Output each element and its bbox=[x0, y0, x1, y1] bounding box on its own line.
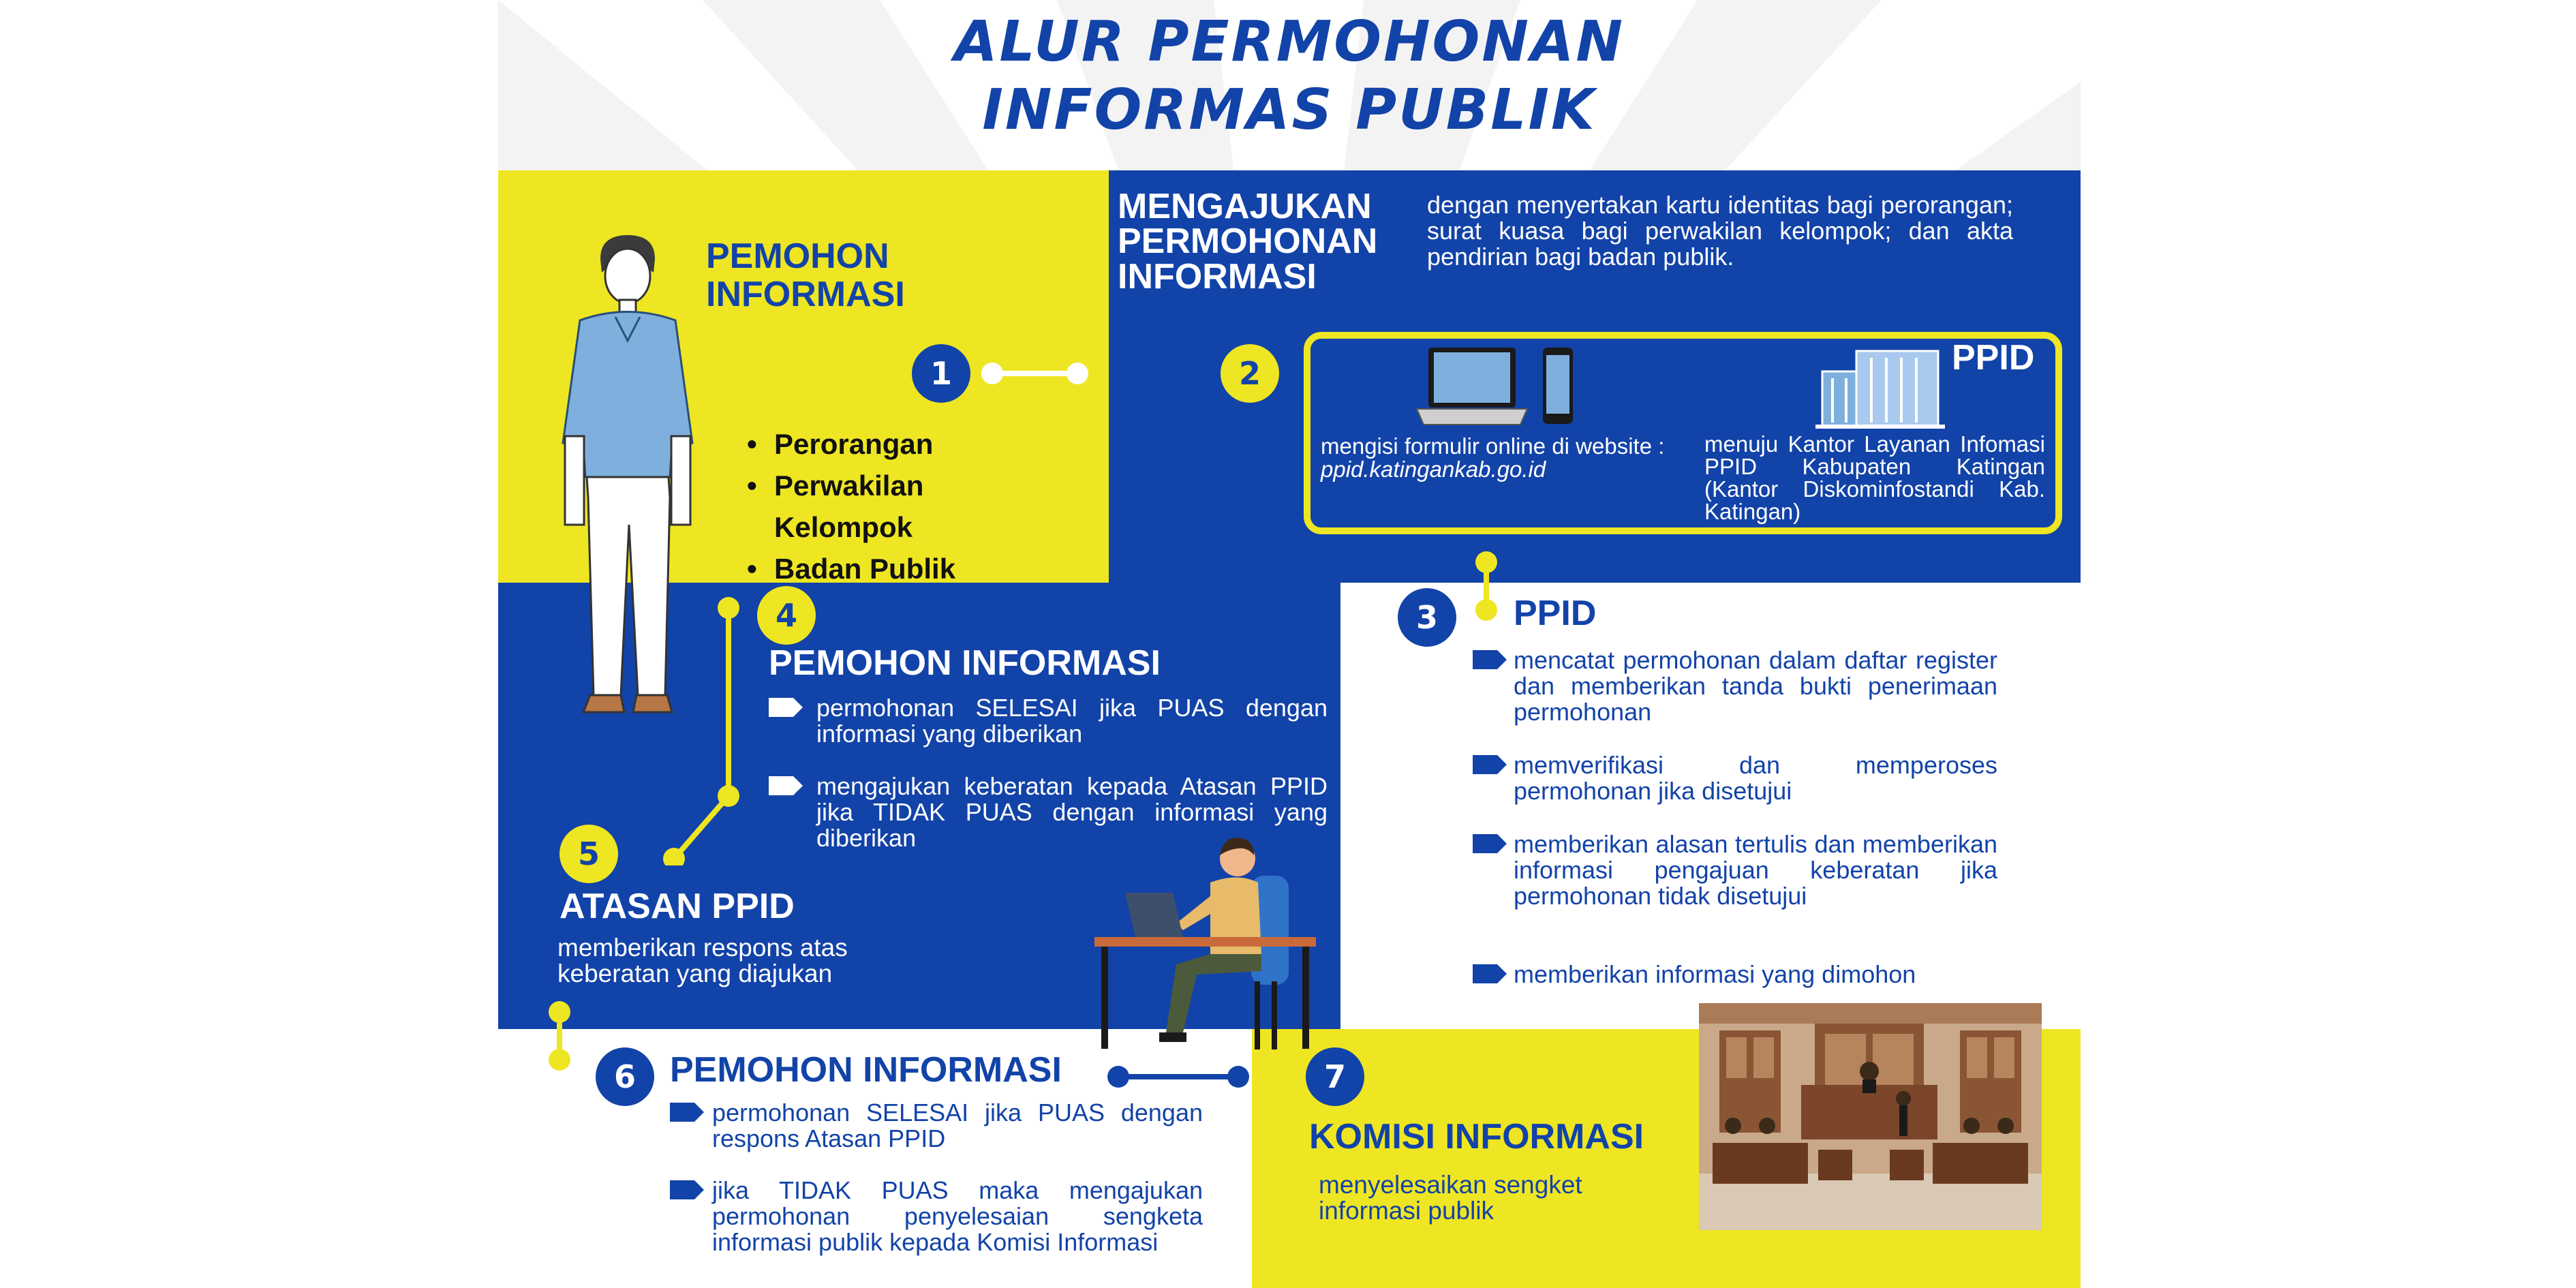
step-7-badge: 7 bbox=[1306, 1047, 1364, 1106]
applicant-type-item: • Perorangan bbox=[747, 423, 955, 465]
infographic-poster bbox=[498, 0, 2081, 1288]
step-5-badge: 5 bbox=[559, 825, 618, 883]
step5-heading: ATASAN PPID bbox=[559, 887, 795, 926]
arrow-tag-icon bbox=[670, 1103, 704, 1122]
ppid-box-title: PPID bbox=[1952, 338, 2035, 378]
step-2-badge: 2 bbox=[1221, 344, 1279, 403]
step-1-badge: 1 bbox=[912, 344, 970, 403]
applicant-type-list bbox=[747, 423, 955, 589]
step3-item-text: memberikan informasi yang dimohon bbox=[1514, 960, 1916, 988]
connector-2-3 bbox=[1466, 525, 1507, 627]
courtroom-illustration bbox=[1699, 1003, 2042, 1230]
step-4-badge: 4 bbox=[757, 586, 816, 645]
step6-item-text: permohonan SELESAI jika PUAS dengan respons Atasan PPID bbox=[712, 1099, 1203, 1152]
office-visit-text: menuju Kantor Layanan Infomasi PPID Kabupaten Katingan (Kantor Diskominfostandi Kab. Katingan) bbox=[1704, 431, 2045, 524]
step1-heading-line2: INFORMASI bbox=[706, 275, 905, 314]
connector-6-7 bbox=[1098, 1060, 1261, 1094]
title-line-2: INFORMAS PUBLIK bbox=[982, 78, 1597, 142]
step4-item-text: permohonan SELESAI jika PUAS dengan informasi yang diberikan bbox=[816, 694, 1328, 748]
connector-5-6 bbox=[539, 995, 580, 1077]
step2-heading-line2: PERMOHONAN bbox=[1118, 221, 1378, 261]
arrow-tag-icon bbox=[769, 698, 803, 717]
title-line-1: ALUR PERMOHONAN bbox=[953, 10, 1625, 74]
step5-description: memberikan respons atas keberatan yang diajukan bbox=[557, 934, 848, 987]
step4-heading: PEMOHON INFORMASI bbox=[769, 643, 1161, 683]
arrow-tag-icon bbox=[1473, 755, 1507, 774]
step1-heading-line1: PEMOHON bbox=[706, 236, 889, 276]
arrow-tag-icon bbox=[670, 1180, 704, 1199]
step4-item-text: mengajukan keberatan kepada Atasan PPID jika TIDAK PUAS dengan informasi yang diberikan bbox=[816, 772, 1328, 852]
step2-heading-line3: INFORMASI bbox=[1118, 257, 1317, 296]
step7-description: menyelesaikan sengket informasi publik bbox=[1319, 1171, 1582, 1225]
step3-item-text: memberikan alasan tertulis dan memberikan informasi pengajuan keberatan jika permohonan tidak disetujui bbox=[1514, 830, 1997, 910]
step6-item-text: jika TIDAK PUAS maka mengajukan permohonan penyelesaian sengketa informasi publik kepada Komisi Informasi bbox=[712, 1176, 1203, 1256]
arrow-tag-icon bbox=[1473, 964, 1507, 983]
step-3-badge: 3 bbox=[1398, 588, 1456, 647]
step3-item-text: memverifikasi dan memperoses permohonan jika disetujui bbox=[1514, 751, 1997, 805]
online-form-url: ppid.katingankab.go.id bbox=[1321, 457, 1546, 482]
online-form-text: mengisi formulir online di website : bbox=[1321, 433, 1665, 459]
person-at-desk-illustration bbox=[1094, 828, 1330, 1053]
step7-heading: KOMISI INFORMASI bbox=[1309, 1117, 1644, 1156]
laptop-phone-icon bbox=[1413, 344, 1577, 431]
applicant-type-item: Kelompok bbox=[774, 511, 913, 543]
step2-heading-line1: MENGAJUKAN bbox=[1118, 187, 1372, 226]
applicant-type-item: • Perwakilan bbox=[747, 465, 955, 506]
step2-description: dengan menyertakan kartu identitas bagi perorangan; surat kuasa bagi perwakilan kelompok; dan akta pendirian bagi badan publik. bbox=[1427, 191, 2013, 271]
applicant-type-item: • Badan Publik bbox=[747, 548, 955, 589]
arrow-tag-icon bbox=[1473, 834, 1507, 853]
step3-heading: PPID bbox=[1514, 594, 1597, 633]
step6-heading: PEMOHON INFORMASI bbox=[670, 1050, 1062, 1090]
office-building-icon bbox=[1815, 344, 1945, 429]
connector-4-5 bbox=[634, 593, 771, 865]
step3-item-text: mencatat permohonan dalam daftar register dan memberikan tanda bukti penerimaan permohonan bbox=[1514, 646, 1997, 726]
arrow-tag-icon bbox=[769, 776, 803, 795]
arrow-tag-icon bbox=[1473, 650, 1507, 669]
step-6-badge: 6 bbox=[596, 1047, 654, 1106]
